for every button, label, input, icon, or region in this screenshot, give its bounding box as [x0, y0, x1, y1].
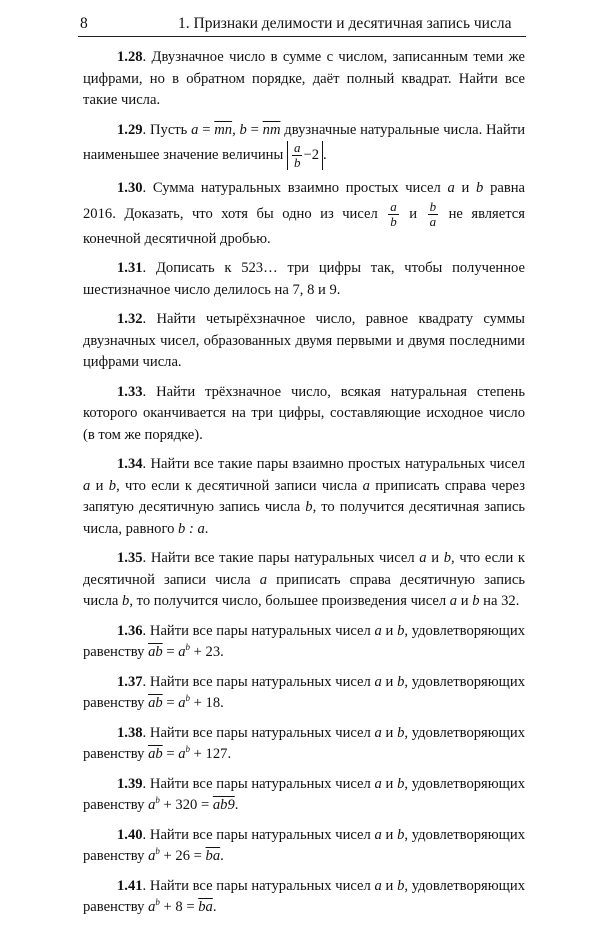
problem-1-34: 1.34. Найти все такие пары взаимно простых натуральных чисел a и b, что если к десятичной записи числа a приписать справа через запятую десятичную запись числа b, то получится десятичная запись числа, равного b : a.	[83, 456, 526, 537]
problem-1-36: 1.36. Найти все пары натуральных чисел a и b, удовлетворяющих равенству $\overline{ab} = a^b + 23$.	[83, 622, 525, 660]
problem-1-32: 1.32. Найти четырёхзначное число, равное квадрату суммы двузначных чисел, образованных двумя первыми и двумя последними цифрами числа.	[83, 311, 525, 370]
fraction-a-b: $\frac{a}{b}$	[390, 198, 397, 229]
abs-value-expression: $\frac{a}{b}$ −2	[287, 141, 323, 170]
problem-list	[83, 47, 525, 927]
problem-1-29: 1.29. Пусть $a = \overline{mn}$, $b = \overline{nm}$ двузначные натуральные числа. Найти наименьшее значение величины $\frac{a}{b}$ −2 .	[83, 121, 526, 170]
problem-1-39: 1.39. Найти все пары натуральных чисел a и b, удовлетворяющих равенству $a^b + 320 = ab9$.	[83, 775, 525, 813]
fraction-b-a: $\frac{b}{a}$	[429, 198, 437, 229]
page-header	[78, 14, 526, 37]
problem-1-37: 1.37. Найти все пары натуральных чисел a и b, удовлетворяющих равенству $\overline{ab} = a^b + 18$.	[83, 673, 525, 711]
problem-1-31: 1.31. Дописать к 523… три цифры так, чтобы полученное шестизначное число делилось на 7, 8 и 9.	[83, 260, 525, 298]
problem-1-35: 1.35. Найти все такие пары натуральных чисел a и b, что если к десятичной записи числа a приписать справа десятичную запись числа b, то получится число, большее произведения чисел a и b на 32.	[83, 550, 526, 609]
problem-1-30: 1.30. Сумма натуральных взаимно простых чисел a и b равна 2016. Доказать, что хотя бы одно из чисел $\frac{a}{b}$ и $\frac{b}{a}$ не является конечной десятичной дробью.	[83, 180, 526, 247]
chapter-title: 1. Признаки делимости и десятичная запись числа	[178, 15, 512, 32]
problem-1-41: 1.41. Найти все пары натуральных чисел a и b, удовлетворяющих равенству $a^b + 8 = \overline{ba}$.	[83, 877, 525, 915]
page-number: 8	[80, 15, 88, 32]
problem-1-38: 1.38. Найти все пары натуральных чисел a и b, удовлетворяющих равенству $\overline{ab} = a^b + 127$.	[83, 724, 525, 762]
problem-1-33: 1.33. Найти трёхзначное число, всякая натуральная степень которого оканчивается на три цифры, составляющие исходное число (в том же порядке).	[83, 383, 525, 443]
problem-1-28: 1.28. Двузначное число в сумме с числом, записанным теми же цифрами, но в обратном порядке, даёт полный квадрат. Найти все такие числа.	[83, 49, 525, 108]
problem-1-40: 1.40. Найти все пары натуральных чисел a и b, удовлетворяющих равенству $a^b + 26 = \overline{ba}$.	[83, 826, 525, 864]
